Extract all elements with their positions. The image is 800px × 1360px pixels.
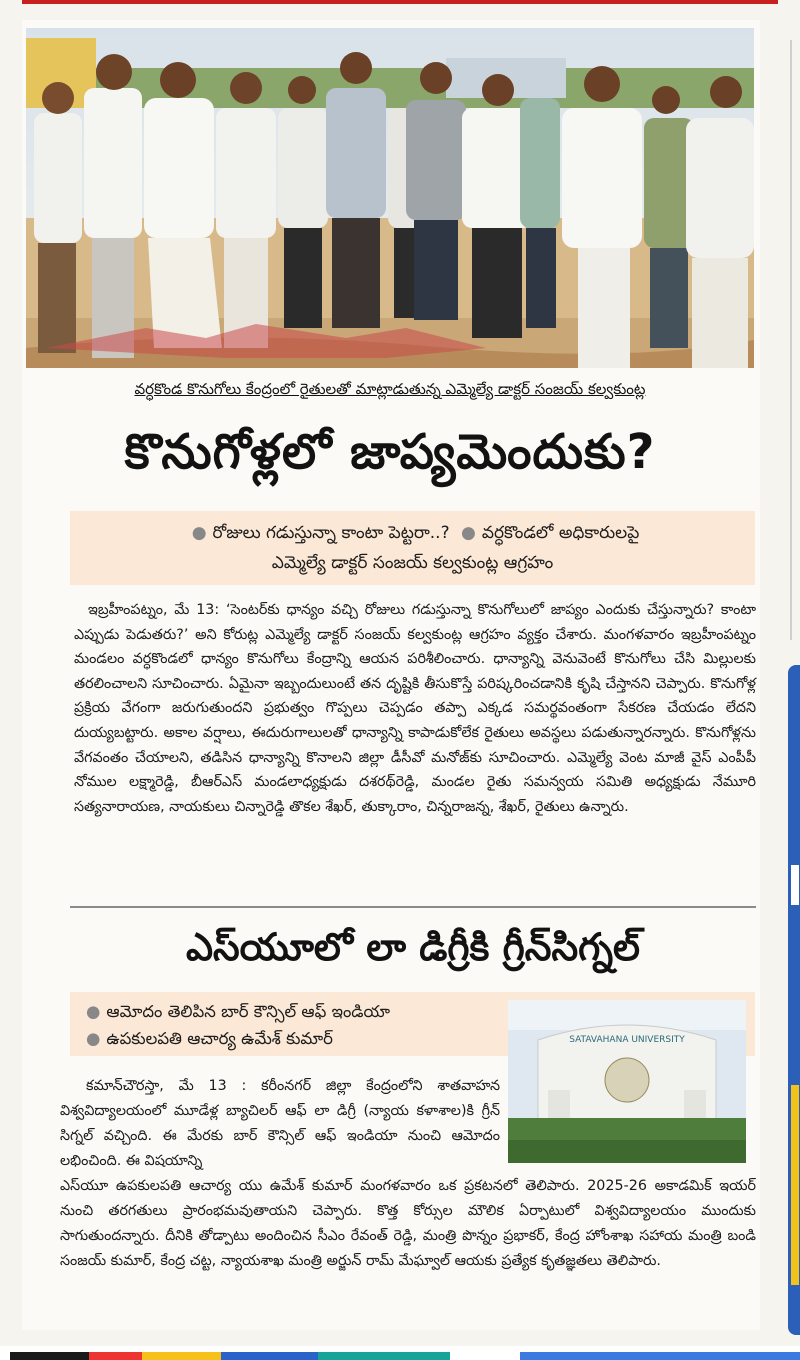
- university-sign-text: SATAVAHANA UNIVERSITY: [569, 1035, 685, 1045]
- article2-photo: [508, 1000, 746, 1163]
- article1-headline: కొనుగోళ్లలో జాప్యమెందుకు?: [124, 424, 656, 480]
- highlight-item: ఎమ్మెల్యే డాక్టర్ సంజయ్ కల్వకుంట్ల ఆగ్రహం: [271, 553, 554, 573]
- article1-photo: [26, 28, 754, 368]
- highlight-item: వర్ధకొండలో అధికారులపై: [481, 523, 640, 543]
- article1-body: ఇబ్రహీంపట్నం, మే 13: ‘సెంటర్‌కు ధాన్యం వచ్చి రోజులు గడుస్తున్నా కొనుగోలులో జాప్యం ఎందుకు చేస్తున్నారు? కాంటా ఎప్పుడు పెడుతరు?’ అని కోరుట్ల ఎమ్మెల్యే డాక్టర్ సంజయ్ కల్వకుంట్ల ఆగ్రహం వ్యక్తం చేశారు. మంగళవారం ఇబ్రహీంపట్నం మండలం వర్ధకొండలో ధాన్యం కొనుగోలు కేంద్రాన్ని ఆయన పరిశీలించారు. ధాన్యాన్ని వెనువెంటే కొనుగోలు చేసి మిల్లులకు తరలించాలని సూచించారు. ఏమైనా ఇబ్బందులుంటే తన దృష్టికి తీసుకొస్తే పరిష్కరించడానికి కృషి చేస్తానని చెప్పారు. కొనుగోళ్ల ప్రక్రియ వేగంగా జరుగుతుందని ప్రభుత్వం గొప్పలు చెప్పడం తప్పా ఎక్కడ సమర్థవంతంగా సేకరణ చేయడం లేదని దుయ్యబట్టారు. అకాల వర్షాలు, ఈదురుగాలులతో ధాన్యాన్ని కాపాడుకోలేక రైతులు అవస్థలు పడుతున్నారన్నారు. కొనుగోళ్లను వేగవంతం చేయాలని, తడిసిన ధాన్యాన్ని కొనాలని జిల్లా డీసీవో మనోజ్‌కు సూచించారు. ఎమ్మెల్యే వెంట మాజీ వైస్ ఎంపీపీ నోముల లక్ష్మారెడ్డి, బీఆర్ఎస్ మండలాధ్యక్షుడు దశరథ్‌రెడ్డి, మండల రైతు సమన్వయ సమితి అధ్యక్షుడు నేమూరి సత్యనారాయణ, నాయకులు చిన్నారెడ్డి తొకల శేఖర్, తుక్కారాం, చిన్నరాజన్న, శేఖర్, రైతులు ఉన్నారు.: [74, 602, 756, 815]
- bullet-icon: ●: [86, 1029, 101, 1048]
- article2-body-part2: ఎస్‌యూ ఉపకులపతి ఆచార్య యు ఉమేశ్ కుమార్ మంగళవారం ఒక ప్రకటనలో తెలిపారు. 2025-26 అకాడమిక్ ఇయర్ నుంచి తరగతులు ప్రారంభమవుతాయని చెప్పారు. కొత్త కోర్సుల మౌలిక ఏర్పాటులో విశ్వవిద్యాలయం ముందుకు సాగుతుందన్నారు. దీనికి తోడ్పాటు అందించిన సీఎం రేవంత్ రెడ్డి, మంత్రి పొన్నం ప్రభాకర్, కేంద్ర హోంశాఖ సహాయ మంత్రి బండి సంజయ్ కుమార్, కేంద్ర చట్ట, న్యాయశాఖ మంత్రి అర్జున్ రామ్ మేఘ్వాల్ ఆయకు ప్రత్యేక కృతజ్ఞతలు తెలిపారు.: [60, 1178, 756, 1269]
- bullet-icon: ●: [86, 1002, 101, 1021]
- highlight-item: ఆమోదం తెలిపిన బార్ కౌన్సిల్ ఆఫ్ ఇండియా: [106, 1002, 391, 1021]
- article-divider: [70, 906, 756, 908]
- article2-headline: ఎస్‌యూలో లా డిగ్రీకి గ్రీన్‌సిగ్నల్: [185, 925, 640, 969]
- highlight-item: రోజులు గడుస్తున్నా కాంటా పెట్టరా..?: [212, 523, 450, 543]
- article2-body-part1: కమాన్‌చౌరస్తా, మే 13 : కరీంనగర్ జిల్లా కేంద్రంలోని శాతవాహన విశ్వవిద్యాలయంలో మూడేళ్ల బ్యాచిలర్ ఆఫ్ లా డిగ్రీ (న్యాయ కళాశాల)కి గ్రీన్ సిగ్నల్ వచ్చింది. ఈ మేరకు బార్ కౌన్సిల్ ఆఫ్ ఇండియా నుంచి ఆమోదం లభించింది. ఈ విషయాన్ని: [60, 1078, 500, 1169]
- side-advertisement: [788, 665, 800, 1335]
- top-red-rule: [22, 0, 778, 4]
- article1-highlights: [70, 511, 755, 585]
- caption-text: వర్ధకొండ కొనుగోలు కేంద్రంలో రైతులతో మాట్లాడుతున్న ఎమ్మెల్యే డాక్టర్ సంజయ్ కల్వకుంట్ల: [134, 380, 646, 398]
- highlight-item: ఉపకులపతి ఆచార్య ఉమేశ్ కుమార్: [106, 1029, 333, 1048]
- bullet-icon: ●: [191, 523, 207, 543]
- bottom-ad-strip-left: [10, 1352, 450, 1360]
- article1-photo-caption: [26, 379, 754, 399]
- column-divider: [790, 40, 792, 640]
- bullet-icon: ●: [461, 523, 476, 543]
- farmers-meeting-image: [26, 28, 754, 368]
- bottom-ad-strip-right: [520, 1352, 800, 1360]
- university-gate-image: [508, 1000, 746, 1163]
- highlight-row-1: [70, 518, 755, 548]
